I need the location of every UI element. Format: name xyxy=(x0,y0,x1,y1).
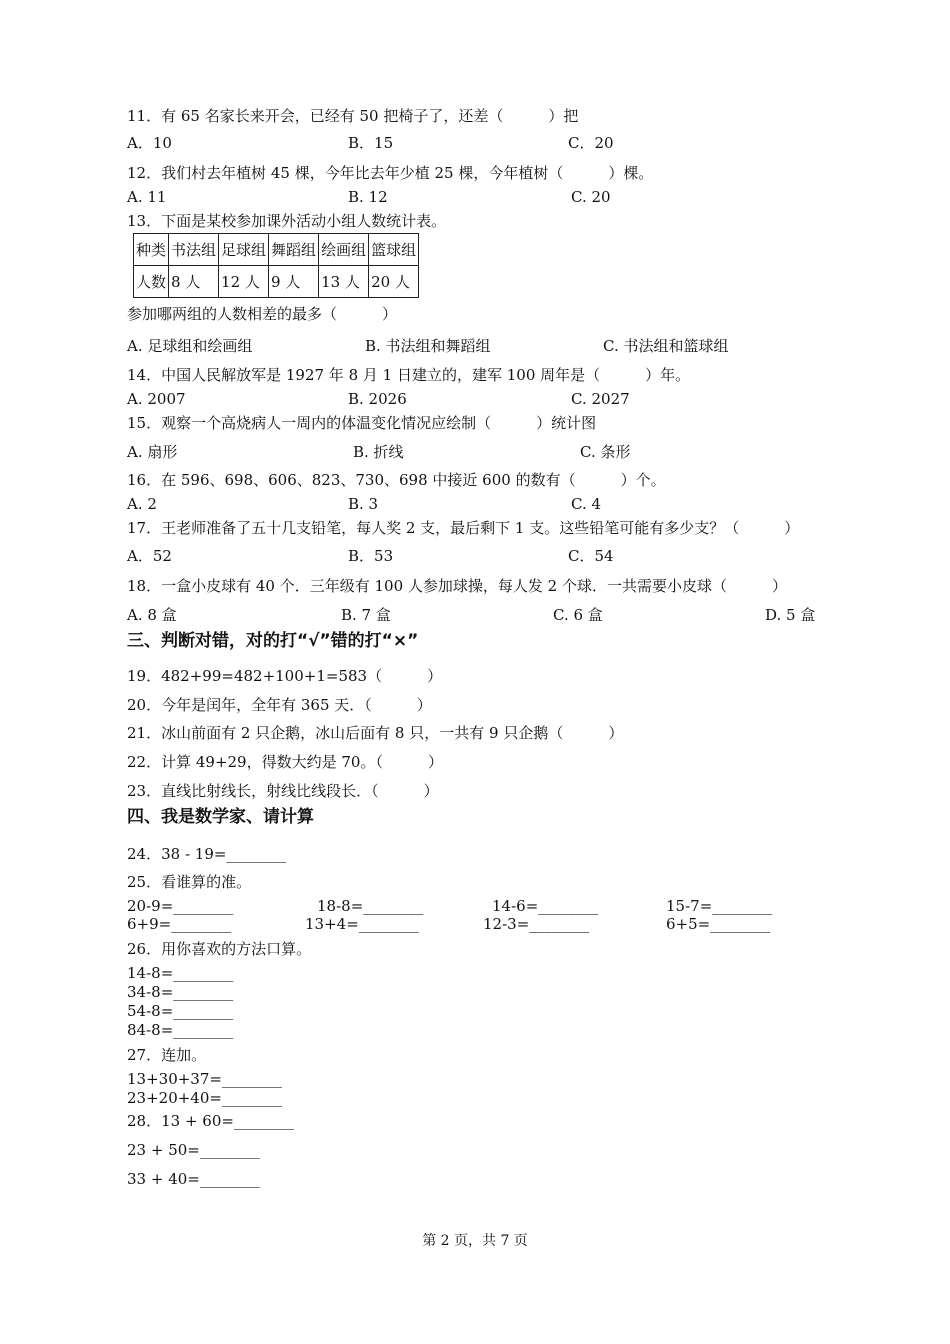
q15-option-c[interactable]: C. 条形 xyxy=(580,443,631,461)
question-17: 17．王老师准备了五十几支铅笔，每人奖 2 支，最后剩下 1 支。这些铅笔可能有多少支？（ ） xyxy=(127,519,800,537)
q14-option-c[interactable]: C. 2027 xyxy=(571,390,630,408)
calc-item: 14-8=________ xyxy=(127,964,234,982)
table-cell: 绘画组 xyxy=(319,234,369,266)
table-cell: 书法组 xyxy=(169,234,219,266)
q13-option-c[interactable]: C. 书法组和篮球组 xyxy=(603,337,729,355)
calc-item: 23 + 50=________ xyxy=(127,1141,260,1159)
table-cell: 种类 xyxy=(134,234,169,266)
q11-option-a[interactable]: A．10 xyxy=(127,134,172,152)
q15-option-b[interactable]: B. 折线 xyxy=(353,443,404,461)
question-19: 19．482+99=482+100+1=583（ ） xyxy=(127,667,443,685)
section-4-heading: 四、我是数学家、请计算 xyxy=(127,807,314,827)
question-25: 25．看谁算的准。 xyxy=(127,873,252,891)
table-cell: 9 人 xyxy=(269,266,319,298)
q13-option-a[interactable]: A. 足球组和绘画组 xyxy=(127,337,253,355)
table-cell: 13 人 xyxy=(319,266,369,298)
calc-item: 34-8=________ xyxy=(127,983,234,1001)
activity-group-table xyxy=(133,233,419,298)
q18-option-a[interactable]: A. 8 盒 xyxy=(127,606,177,624)
q16-option-b[interactable]: B. 3 xyxy=(348,495,379,513)
calc-item: 20-9=________ xyxy=(127,897,234,915)
q14-option-b[interactable]: B. 2026 xyxy=(348,390,407,408)
calc-item: 6+5=________ xyxy=(666,915,771,933)
calc-item: 13+30+37=________ xyxy=(127,1070,282,1088)
question-21: 21．冰山前面有 2 只企鹅，冰山后面有 8 只，一共有 9 只企鹅（ ） xyxy=(127,724,624,742)
calc-item: 15-7=________ xyxy=(666,897,773,915)
question-24: 24．38 - 19=________ xyxy=(127,845,287,863)
q16-option-a[interactable]: A. 2 xyxy=(127,495,157,513)
table-cell: 20 人 xyxy=(369,266,419,298)
table-cell: 舞蹈组 xyxy=(269,234,319,266)
q12-option-a[interactable]: A. 11 xyxy=(127,188,167,206)
q18-option-b[interactable]: B. 7 盒 xyxy=(341,606,391,624)
calc-item: 23+20+40=________ xyxy=(127,1089,282,1107)
question-23: 23．直线比射线长，射线比线段长．（ ） xyxy=(127,782,439,800)
section-3-heading: 三、判断对错，对的打“√”错的打“×” xyxy=(127,631,419,651)
question-15: 15．观察一个高烧病人一周内的体温变化情况应绘制（ ）统计图 xyxy=(127,414,597,432)
question-13: 13．下面是某校参加课外活动小组人数统计表。 xyxy=(127,212,447,230)
question-22: 22．计算 49+29，得数大约是 70。（ ） xyxy=(127,753,443,771)
table-row xyxy=(134,234,419,266)
q11-option-c[interactable]: C．20 xyxy=(568,134,614,152)
calc-item: 33 + 40=________ xyxy=(127,1170,260,1188)
calc-item: 14-6=________ xyxy=(492,897,599,915)
page-number: 第 2 页，共 7 页 xyxy=(422,1233,528,1249)
question-26: 26．用你喜欢的方法口算。 xyxy=(127,940,312,958)
q18-option-d[interactable]: D. 5 盒 xyxy=(765,606,816,624)
q18-option-c[interactable]: C. 6 盒 xyxy=(553,606,603,624)
calc-item: 6+9=________ xyxy=(127,915,232,933)
question-13-prompt: 参加哪两组的人数相差的最多（ ） xyxy=(127,305,398,323)
calc-item: 12-3=________ xyxy=(483,915,590,933)
question-28: 28．13 + 60=________ xyxy=(127,1112,294,1130)
q12-option-c[interactable]: C. 20 xyxy=(571,188,611,206)
table-cell: 12 人 xyxy=(219,266,269,298)
question-27: 27．连加。 xyxy=(127,1046,207,1064)
calc-item: 84-8=________ xyxy=(127,1021,234,1039)
table-cell: 篮球组 xyxy=(369,234,419,266)
q17-option-c[interactable]: C．54 xyxy=(568,547,614,565)
table-cell: 人数 xyxy=(134,266,169,298)
q17-option-a[interactable]: A．52 xyxy=(127,547,172,565)
question-14: 14．中国人民解放军是 1927 年 8 月 1 日建立的，建军 100 周年是（ ）年。 xyxy=(127,366,691,384)
q11-option-b[interactable]: B．15 xyxy=(348,134,394,152)
calc-item: 18-8=________ xyxy=(317,897,424,915)
table-row xyxy=(134,266,419,298)
q12-option-b[interactable]: B. 12 xyxy=(348,188,388,206)
q16-option-c[interactable]: C. 4 xyxy=(571,495,602,513)
question-12: 12．我们村去年植树 45 棵，今年比去年少植 25 棵，今年植树（ ）棵。 xyxy=(127,164,654,182)
q15-option-a[interactable]: A. 扇形 xyxy=(127,443,178,461)
question-16: 16．在 596、698、606、823、730、698 中接近 600 的数有（ ）个。 xyxy=(127,471,666,489)
table-cell: 8 人 xyxy=(169,266,219,298)
q17-option-b[interactable]: B．53 xyxy=(348,547,394,565)
question-18: 18．一盒小皮球有 40 个．三年级有 100 人参加球操，每人发 2 个球．一共需要小皮球（ ） xyxy=(127,577,787,595)
question-11: 11．有 65 名家长来开会，已经有 50 把椅子了，还差（ ）把 xyxy=(127,107,579,125)
table-cell: 足球组 xyxy=(219,234,269,266)
question-20: 20．今年是闰年，全年有 365 天．（ ） xyxy=(127,696,432,714)
q14-option-a[interactable]: A. 2007 xyxy=(127,390,186,408)
calc-item: 13+4=________ xyxy=(305,915,419,933)
calc-item: 54-8=________ xyxy=(127,1002,234,1020)
q13-option-b[interactable]: B. 书法组和舞蹈组 xyxy=(365,337,491,355)
